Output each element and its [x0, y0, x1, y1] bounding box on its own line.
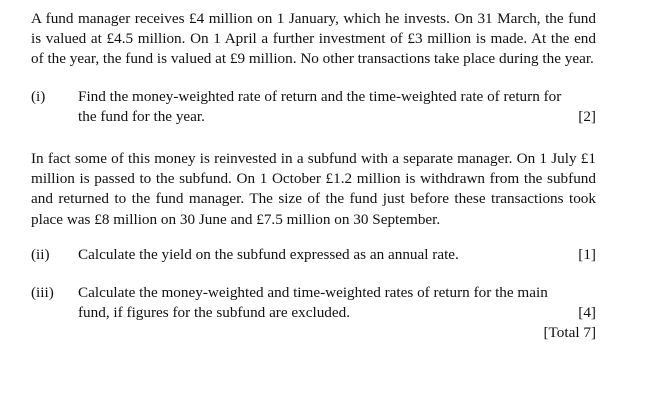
question-line: fund, if figures for the subfund are excluded.: [78, 304, 351, 322]
question-page: [31, 9, 596, 344]
question-number: (ii): [31, 245, 50, 263]
question-last-line: [78, 303, 596, 323]
question-line: Calculate the money-weighted and time-weighted rates of return for the main: [78, 284, 548, 302]
question-iii: [31, 283, 596, 323]
question-line: Calculate the yield on the subfund expressed as an annual rate.: [78, 245, 459, 263]
context-paragraph: In fact some of this money is reinvested in a subfund with a separate manager. On 1 July £1 million is passed to the subfund. On 1 October £1.2 million is withdrawn from the subfund and returned to the fund manager. The size of the fund just before these transactions took place was £8 million on 30 June and £7.5 million on 30 September.: [31, 150, 596, 228]
question-number: (iii): [31, 284, 54, 302]
total-marks: [Total 7]: [543, 324, 596, 342]
question-number: (i): [31, 87, 46, 105]
question-ii: [31, 245, 596, 265]
question-line: Find the money-weighted rate of return and the time-weighted rate of return for: [78, 87, 562, 105]
marks-label: [2]: [578, 107, 596, 125]
intro-paragraph: A fund manager receives £4 million on 1 January, which he invests. On 31 March, the fund is valued at £4.5 million. On 1 April a further investment of £3 million is made. At the end of the year, the fund is valued at £9 million. No other transactions take place during the year.: [31, 10, 596, 68]
question-last-line: [78, 245, 596, 265]
question-last-line: [78, 107, 596, 127]
question-line: the fund for the year.: [78, 107, 205, 125]
marks-label: [4]: [578, 304, 596, 322]
question-text: [78, 283, 596, 323]
question-text: [78, 87, 596, 127]
marks-label: [1]: [578, 245, 596, 263]
question-text: [78, 245, 596, 265]
question-i: [31, 87, 596, 127]
